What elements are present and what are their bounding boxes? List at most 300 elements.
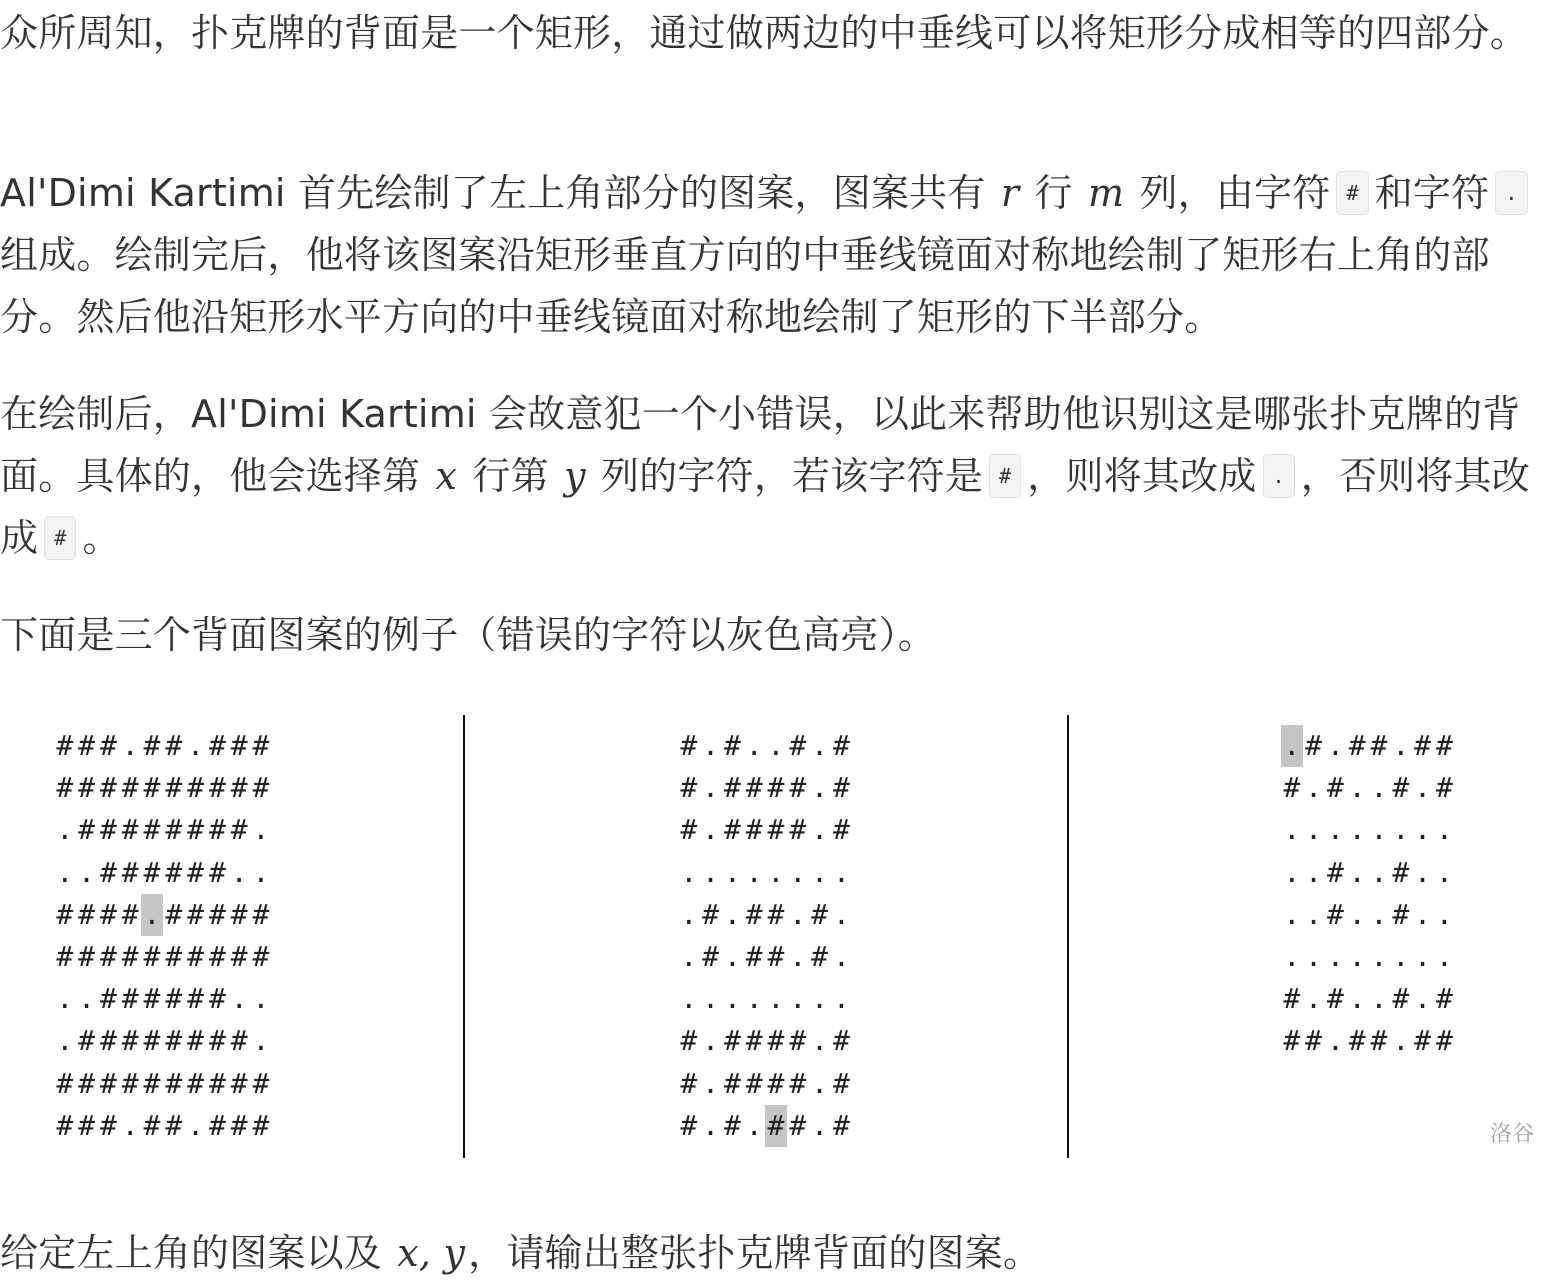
pattern-cell: # (165, 939, 183, 973)
pattern-cell: . (1414, 855, 1432, 889)
pattern-cell: . (1392, 729, 1410, 762)
pattern-cell: # (143, 1024, 161, 1058)
pattern-cell: . (680, 939, 698, 973)
mistake-text-f: 。 (82, 516, 121, 560)
pattern-cell: . (1305, 855, 1323, 889)
pattern-cell: # (78, 1024, 96, 1058)
pattern-cell: # (78, 897, 96, 931)
math-var-xy: x, y (397, 1231, 466, 1275)
pattern-row (678, 894, 852, 936)
pattern-cell: # (680, 1108, 698, 1142)
pattern-cell: . (811, 813, 829, 847)
pattern-cell: . (745, 729, 763, 762)
pattern-cell: # (78, 939, 96, 973)
pattern-cell: # (1414, 729, 1432, 762)
pattern-cell: # (789, 771, 807, 805)
pattern-cell: # (187, 855, 205, 889)
pattern-cell: . (1370, 982, 1388, 1016)
pattern-cell: . (767, 729, 785, 762)
pattern-cell: # (1392, 855, 1410, 889)
pattern-row (1281, 852, 1455, 894)
pattern-cell: # (789, 813, 807, 847)
pattern-row (678, 725, 852, 767)
drawing-text-a: Al'Dimi Kartimi 首先绘制了左上角部分的图案，图案共有 (0, 171, 998, 215)
pattern-cell: # (832, 771, 850, 805)
inline-code-dot: . (1495, 171, 1527, 215)
pattern-cell: # (187, 897, 205, 931)
pattern-cell: # (187, 982, 205, 1016)
pattern-cell: . (121, 1108, 139, 1142)
pattern-cell: . (1283, 939, 1301, 973)
pattern-cell: # (143, 813, 161, 847)
inline-code-dot: . (1263, 454, 1295, 498)
pattern-cell: # (230, 729, 248, 762)
pattern-cell: . (1283, 855, 1301, 889)
pattern-cell: . (832, 982, 850, 1016)
pattern-cell: # (121, 855, 139, 889)
pattern-cell: # (99, 897, 118, 931)
pattern-cell: # (723, 771, 742, 805)
pattern-cell: # (143, 855, 161, 889)
pattern-cell: # (56, 729, 74, 762)
pattern-cell: . (1348, 813, 1366, 847)
pattern-cell: # (1414, 1024, 1432, 1058)
pattern-cell: # (702, 897, 720, 931)
pattern-cell: . (702, 729, 720, 762)
pattern-cell: # (789, 729, 807, 762)
pattern-cell: . (723, 939, 742, 973)
pattern-cell: . (1305, 771, 1323, 805)
figure-divider (1067, 715, 1069, 1158)
drawing-text-d: 和字符 (1374, 171, 1490, 215)
pattern-row (54, 852, 272, 894)
pattern-cell: # (143, 1108, 161, 1142)
pattern-cell: . (702, 1024, 720, 1058)
pattern-cell: . (1392, 939, 1410, 973)
pattern-cell: # (165, 813, 183, 847)
pattern-cell: . (78, 855, 96, 889)
pattern-cell: # (723, 813, 742, 847)
pattern-cell: # (99, 982, 118, 1016)
pattern-cell: . (1326, 729, 1345, 762)
pattern-cell: . (1414, 813, 1432, 847)
pattern-cell: # (252, 1108, 270, 1142)
pattern-cell: . (252, 813, 270, 847)
paragraph-intro (0, 2, 1540, 64)
pattern-cell: . (56, 982, 74, 1016)
pattern-cell: # (1326, 855, 1345, 889)
pattern-cell: . (1370, 813, 1388, 847)
pattern-cell: # (767, 1066, 785, 1100)
pattern-cell: # (1392, 982, 1410, 1016)
pattern-cell: # (789, 1066, 807, 1100)
pattern-row (678, 809, 852, 851)
pattern-row (678, 936, 852, 978)
pattern-cell: # (252, 939, 270, 973)
pattern-cell: . (767, 855, 785, 889)
mistake-text-a: 在绘制后，Al'Dimi Kartimi 会故意犯一个小错误，以此来帮助他识别这是哪张扑克牌的背面。具体的，他会选择第 (0, 392, 1521, 498)
pattern-cell: . (1348, 982, 1366, 1016)
pattern-cell: # (99, 1024, 118, 1058)
pattern-cell: # (208, 982, 226, 1016)
figure-divider (463, 715, 465, 1158)
pattern-cell: . (230, 982, 248, 1016)
pattern-cell: # (767, 897, 785, 931)
pattern-cell: # (680, 1024, 698, 1058)
pattern-cell: # (99, 813, 118, 847)
inline-code-hash: # (44, 516, 76, 560)
pattern-cell: . (56, 813, 74, 847)
pattern-cell: . (1392, 1024, 1410, 1058)
error-cell: # (765, 1105, 787, 1147)
examples-intro-text: 下面是三个背面图案的例子（错误的字符以灰色高亮）。 (0, 613, 937, 657)
pattern-row (54, 725, 272, 767)
pattern-cell: # (230, 1108, 248, 1142)
pattern-cell: . (723, 982, 742, 1016)
pattern-cell: # (1435, 982, 1453, 1016)
pattern-cell: # (208, 897, 226, 931)
pattern-cell: # (1326, 982, 1345, 1016)
pattern-cell: # (230, 1066, 248, 1100)
pattern-row (54, 936, 272, 978)
pattern-cell: . (702, 771, 720, 805)
pattern-cell: # (1435, 729, 1453, 762)
pattern-cell: . (121, 729, 139, 762)
pattern-cell: # (121, 982, 139, 1016)
pattern-cell: . (832, 939, 850, 973)
pattern-cell: . (1326, 939, 1345, 973)
pattern-cell: # (78, 1108, 96, 1142)
error-cell: . (1281, 725, 1303, 767)
pattern-cell: # (121, 771, 139, 805)
pattern-cell: # (230, 813, 248, 847)
pattern-cell: . (1348, 771, 1366, 805)
pattern-cell: # (680, 1066, 698, 1100)
pattern-cell: # (767, 771, 785, 805)
pattern-cell: # (187, 1024, 205, 1058)
pattern-row (1281, 936, 1455, 978)
pattern-row (54, 1020, 272, 1062)
examples-figure (0, 715, 1563, 1160)
pattern-cell: # (121, 1024, 139, 1058)
pattern-cell: . (702, 982, 720, 1016)
pattern-row (1281, 1020, 1455, 1062)
pattern-cell: # (230, 939, 248, 973)
pattern-cell: . (1326, 813, 1345, 847)
pattern-cell: # (121, 939, 139, 973)
pattern-cell: . (1283, 897, 1301, 931)
pattern-cell: # (1348, 1024, 1366, 1058)
pattern-cell: # (78, 771, 96, 805)
mistake-text-c: 列的字符，若该字符是 (588, 454, 984, 498)
pattern-cell: # (143, 771, 161, 805)
pattern-cell: # (208, 813, 226, 847)
pattern-cell: # (99, 729, 118, 762)
pattern-row (678, 767, 852, 809)
pattern-cell: # (832, 1108, 850, 1142)
pattern-cell: # (165, 1108, 183, 1142)
pattern-cell: . (680, 982, 698, 1016)
task-text-b: ，请输出整张扑克牌背面的图案。 (468, 1231, 1042, 1275)
pattern-cell: # (121, 897, 139, 931)
inline-code-hash: # (1336, 171, 1368, 215)
pattern-cell: . (832, 897, 850, 931)
pattern-row (54, 978, 272, 1020)
pattern-cell: . (1305, 813, 1323, 847)
pattern-cell: # (56, 897, 74, 931)
pattern-cell: . (745, 855, 763, 889)
pattern-cell: . (767, 982, 785, 1016)
pattern-cell: . (1370, 771, 1388, 805)
pattern-cell: . (789, 897, 807, 931)
pattern-row (54, 1063, 272, 1105)
pattern-cell: # (1305, 1024, 1323, 1058)
pattern-cell: # (680, 771, 698, 805)
pattern-cell: # (99, 1108, 118, 1142)
pattern-cell: . (1414, 982, 1432, 1016)
pattern-cell: # (767, 939, 785, 973)
pattern-cell: # (680, 813, 698, 847)
mistake-text-b: 行第 (460, 454, 562, 498)
pattern-cell: . (1348, 897, 1366, 931)
math-var-r: r (1000, 171, 1020, 215)
pattern-row (54, 809, 272, 851)
pattern-cell: # (99, 1066, 118, 1100)
pattern-cell: # (208, 1024, 226, 1058)
pattern-cell: . (789, 855, 807, 889)
pattern-cell: # (811, 939, 829, 973)
pattern-cell: # (1283, 982, 1301, 1016)
math-var-m: m (1087, 171, 1125, 215)
pattern-cell: # (165, 1066, 183, 1100)
pattern-row (54, 894, 272, 936)
pattern-cell: . (1435, 813, 1453, 847)
pattern-cell: # (1435, 771, 1453, 805)
pattern-cell: # (1326, 897, 1345, 931)
pattern-cell: . (811, 771, 829, 805)
pattern-cell: # (208, 771, 226, 805)
pattern-cell: # (811, 897, 829, 931)
drawing-text-e: 组成。绘制完后，他将该图案沿矩形垂直方向的中垂线镜面对称地绘制了矩形右上角的部分。然后他沿矩形水平方向的中垂线镜面对称地绘制了矩形的下半部分。 (0, 233, 1490, 339)
pattern-cell: # (56, 939, 74, 973)
pattern-cell: . (1414, 939, 1432, 973)
pattern-cell: . (702, 1066, 720, 1100)
pattern-cell: . (252, 1024, 270, 1058)
pattern-cell: # (165, 982, 183, 1016)
pattern-cell: # (208, 939, 226, 973)
pattern-cell: . (723, 855, 742, 889)
pattern-cell: . (1392, 813, 1410, 847)
task-text-a: 给定左上角的图案以及 (0, 1231, 395, 1275)
pattern-cell: # (56, 1108, 74, 1142)
pattern-row (1281, 978, 1455, 1020)
pattern-row (1281, 767, 1455, 809)
pattern-cell: # (165, 855, 183, 889)
pattern-cell: # (78, 729, 96, 762)
pattern-cell: . (811, 982, 829, 1016)
pattern-cell: . (680, 855, 698, 889)
pattern-cell: . (1305, 939, 1323, 973)
pattern-cell: . (811, 729, 829, 762)
pattern-cell: # (187, 813, 205, 847)
pattern-cell: # (121, 1066, 139, 1100)
pattern-row (1281, 809, 1455, 851)
drawing-text-c: 列，由字符 (1127, 171, 1331, 215)
pattern-cell: . (789, 939, 807, 973)
pattern-cell: . (252, 855, 270, 889)
pattern-cell: # (680, 729, 698, 762)
pattern-cell: # (767, 813, 785, 847)
pattern-cell: # (165, 897, 183, 931)
pattern-cell: . (702, 855, 720, 889)
pattern-cell: # (165, 1024, 183, 1058)
pattern-cell: # (1392, 771, 1410, 805)
pattern-cell: . (702, 813, 720, 847)
pattern-cell: # (230, 897, 248, 931)
pattern-cell: # (832, 813, 850, 847)
pattern-cell: # (723, 1108, 742, 1142)
pattern-cell: # (1370, 1024, 1388, 1058)
pattern-cell: . (811, 1024, 829, 1058)
pattern-cell: # (208, 729, 226, 762)
pattern-cell: # (1348, 729, 1366, 762)
pattern-cell: # (78, 813, 96, 847)
pattern-row (1281, 725, 1455, 767)
pattern-cell: # (789, 1108, 807, 1142)
pattern-grid-3 (1281, 725, 1455, 1063)
paragraph-examples-intro (0, 604, 1545, 666)
pattern-cell: # (252, 729, 270, 762)
pattern-cell: # (78, 1066, 96, 1100)
pattern-cell: # (143, 1066, 161, 1100)
pattern-cell: # (208, 1066, 226, 1100)
pattern-cell: # (252, 1066, 270, 1100)
pattern-cell: # (187, 939, 205, 973)
pattern-cell: . (252, 982, 270, 1016)
pattern-cell: # (1283, 1024, 1301, 1058)
pattern-row (54, 767, 272, 809)
pattern-cell: # (832, 1024, 850, 1058)
pattern-cell: . (1435, 855, 1453, 889)
intro-text: 众所周知，扑克牌的背面是一个矩形，通过做两边的中垂线可以将矩形分成相等的四部分。 (0, 11, 1529, 55)
pattern-cell: # (723, 729, 742, 762)
pattern-cell: # (165, 729, 183, 762)
pattern-cell: # (723, 1066, 742, 1100)
pattern-cell: # (56, 1066, 74, 1100)
pattern-cell: # (143, 939, 161, 973)
mistake-text-d: ，则将其改成 (1027, 454, 1257, 498)
paragraph-mistake (0, 383, 1545, 569)
luogu-watermark: 洛谷 (1490, 1122, 1535, 1147)
pattern-cell: # (789, 1024, 807, 1058)
pattern-cell: . (1414, 771, 1432, 805)
pattern-cell: . (1283, 813, 1301, 847)
pattern-row (54, 1105, 272, 1147)
pattern-cell: . (1370, 939, 1388, 973)
pattern-grid-2 (678, 725, 852, 1147)
pattern-cell: . (56, 1024, 74, 1058)
pattern-cell: . (1326, 1024, 1345, 1058)
pattern-cell: # (745, 771, 763, 805)
pattern-cell: . (1435, 897, 1453, 931)
pattern-cell: . (832, 855, 850, 889)
pattern-cell: . (56, 855, 74, 889)
pattern-cell: . (745, 982, 763, 1016)
pattern-cell: # (1392, 897, 1410, 931)
pattern-cell: . (1305, 982, 1323, 1016)
pattern-cell: . (1414, 897, 1432, 931)
math-var-y: y (564, 454, 586, 498)
inline-code-hash: # (989, 454, 1021, 498)
pattern-cell: # (165, 771, 183, 805)
pattern-cell: # (832, 729, 850, 762)
pattern-cell: # (745, 1024, 763, 1058)
pattern-cell: . (187, 1108, 205, 1142)
pattern-cell: . (789, 982, 807, 1016)
pattern-cell: # (99, 771, 118, 805)
paragraph-drawing (0, 162, 1560, 348)
mistake-text-e: ，否则将其改成 (0, 454, 1530, 560)
pattern-cell: . (230, 855, 248, 889)
pattern-row (1281, 894, 1455, 936)
pattern-cell: . (811, 855, 829, 889)
pattern-cell: # (832, 1066, 850, 1100)
pattern-cell: # (143, 982, 161, 1016)
pattern-cell: . (702, 1108, 720, 1142)
pattern-row (678, 1105, 852, 1147)
pattern-cell: . (187, 729, 205, 762)
pattern-cell: # (230, 1024, 248, 1058)
pattern-cell: . (745, 1108, 763, 1142)
pattern-cell: # (745, 1066, 763, 1100)
pattern-cell: # (187, 771, 205, 805)
pattern-cell: # (702, 939, 720, 973)
pattern-cell: . (811, 1066, 829, 1100)
pattern-cell: # (745, 897, 763, 931)
pattern-cell: . (811, 1108, 829, 1142)
pattern-cell: # (1305, 729, 1323, 762)
math-var-x: x (435, 454, 458, 498)
pattern-row (678, 1063, 852, 1105)
pattern-cell: . (1348, 939, 1366, 973)
pattern-cell: # (208, 1108, 226, 1142)
pattern-cell: # (745, 813, 763, 847)
pattern-grid-1 (54, 725, 272, 1147)
pattern-cell: # (230, 771, 248, 805)
paragraph-task (0, 1222, 1545, 1284)
pattern-cell: . (723, 897, 742, 931)
pattern-cell: # (1435, 1024, 1453, 1058)
pattern-row (678, 852, 852, 894)
pattern-cell: # (99, 855, 118, 889)
pattern-row (678, 978, 852, 1020)
pattern-cell: # (767, 1024, 785, 1058)
pattern-cell: . (78, 982, 96, 1016)
pattern-cell: # (143, 729, 161, 762)
pattern-cell: . (1348, 855, 1366, 889)
pattern-cell: # (745, 939, 763, 973)
pattern-cell: # (121, 813, 139, 847)
pattern-cell: . (1370, 855, 1388, 889)
pattern-cell: . (680, 897, 698, 931)
pattern-cell: # (56, 771, 74, 805)
pattern-cell: . (1305, 897, 1323, 931)
pattern-row (678, 1020, 852, 1062)
pattern-cell: # (252, 771, 270, 805)
pattern-cell: # (252, 897, 270, 931)
error-cell: . (141, 894, 163, 936)
drawing-text-b: 行 (1022, 171, 1085, 215)
